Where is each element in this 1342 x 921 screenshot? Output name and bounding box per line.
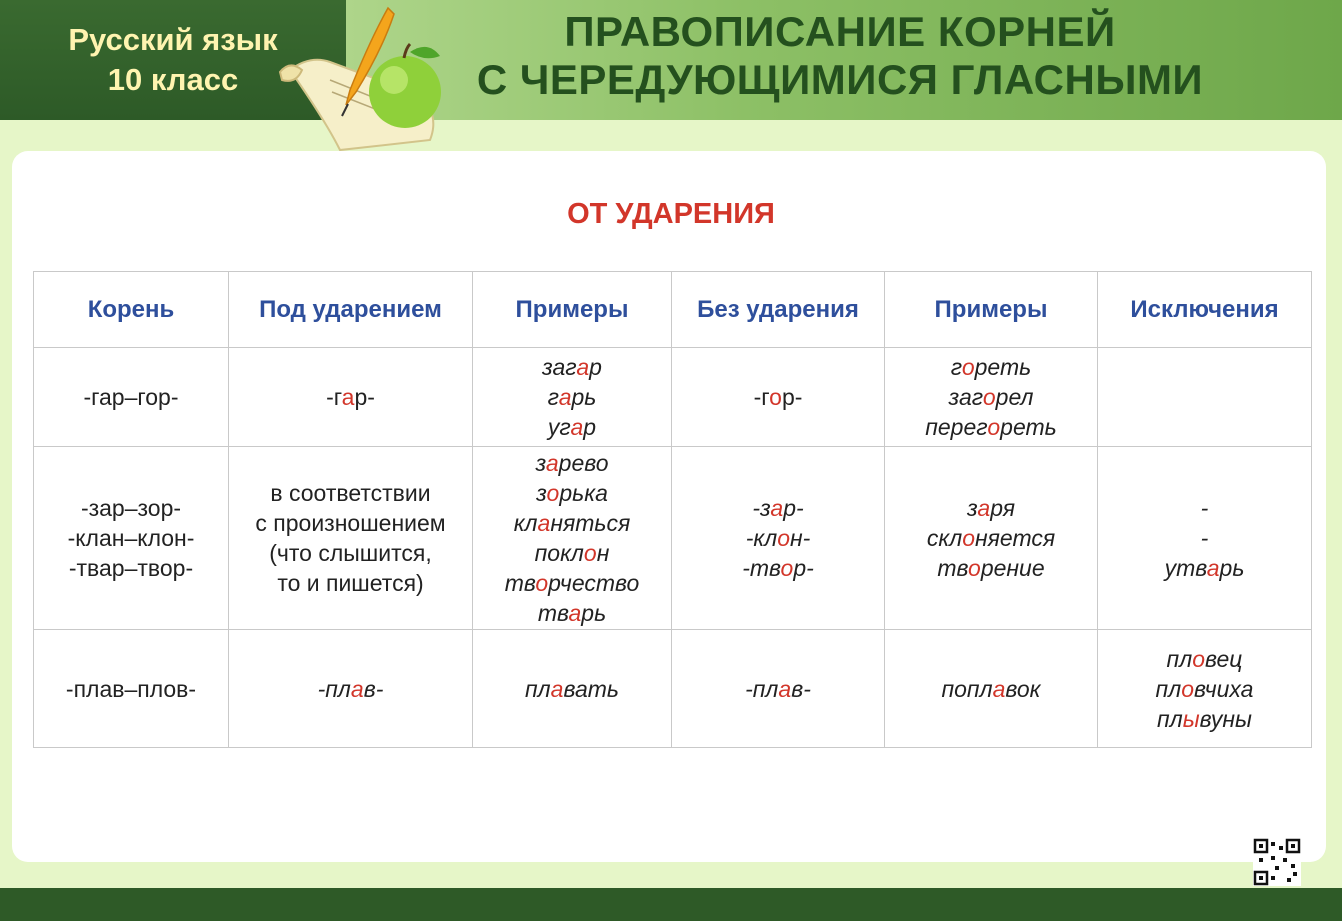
- word-part: р-: [781, 384, 803, 410]
- word-part: рька: [559, 480, 608, 506]
- cell-examples-unstressed: [885, 447, 1098, 630]
- vowel-highlight: о: [982, 384, 996, 410]
- word-part: з: [966, 495, 978, 521]
- word-part: пл: [1166, 645, 1193, 672]
- vowel-highlight: а: [570, 414, 584, 440]
- cell-line: [1098, 644, 1311, 674]
- cell-line: [473, 478, 671, 508]
- vowel-highlight: ы: [1182, 705, 1200, 732]
- word-part: (что слышится,: [269, 540, 432, 566]
- word-part: рение: [980, 555, 1045, 581]
- header: [0, 0, 1342, 120]
- word-part: в-: [363, 675, 384, 702]
- vowel-highlight: а: [550, 675, 564, 702]
- word-part: пл: [1155, 675, 1182, 702]
- vowel-highlight: о: [1192, 645, 1205, 672]
- cell-examples-stressed: [473, 447, 672, 630]
- vowel-highlight: а: [568, 600, 582, 626]
- vowel-highlight: о: [583, 540, 597, 566]
- word-part: -кл: [745, 525, 778, 551]
- cell-line: [229, 382, 472, 412]
- word-part: -тв: [742, 555, 781, 581]
- word-part: реть: [974, 354, 1032, 380]
- vowel-highlight: а: [558, 384, 572, 410]
- word-part: -г: [753, 384, 770, 410]
- word-part: -г: [326, 384, 342, 410]
- vowel-highlight: а: [977, 495, 991, 521]
- vowel-highlight: а: [341, 384, 355, 410]
- cell-line: [473, 598, 671, 628]
- cell-line: [885, 412, 1097, 442]
- header-stressed: Под ударением: [229, 272, 473, 348]
- word-part: вчиха: [1193, 675, 1254, 702]
- vowel-highlight: о: [777, 525, 790, 551]
- title-line-2: С ЧЕРЕДУЮЩИМИСЯ ГЛАСНЫМИ: [476, 56, 1204, 103]
- vowel-highlight: а: [576, 354, 590, 380]
- table-row: [34, 348, 1312, 447]
- cell-line: [473, 538, 671, 568]
- cell-examples-stressed: [473, 630, 672, 748]
- header-unstressed: Без ударения: [672, 272, 885, 348]
- grade-label: 10 класс: [107, 62, 239, 97]
- word-part: н-: [789, 525, 811, 551]
- vowel-highlight: а: [350, 675, 364, 702]
- word-part: р-: [354, 384, 375, 410]
- word-part: пл: [525, 675, 551, 702]
- cell-line: [473, 448, 671, 478]
- cell-line: -зар–зор-: [80, 495, 182, 521]
- cell-root: [34, 348, 229, 447]
- vowel-highlight: а: [537, 510, 551, 536]
- cell-root: [34, 630, 229, 748]
- vowel-highlight: о: [780, 555, 794, 581]
- cell-stressed: [229, 447, 473, 630]
- footer-bar: [0, 888, 1342, 921]
- word-part: -пл: [745, 675, 779, 702]
- vowel-highlight: о: [968, 555, 981, 581]
- cell-line: [473, 508, 671, 538]
- word-part: покл: [534, 540, 584, 566]
- title-line-1: ПРАВОПИСАНИЕ КОРНЕЙ: [564, 8, 1116, 55]
- cell-line: [672, 674, 884, 704]
- table-body: [34, 348, 1312, 748]
- vowel-highlight: о: [1181, 675, 1194, 702]
- word-part: р-: [783, 495, 804, 521]
- word-part: рел: [995, 384, 1034, 410]
- section-title: ОТ УДАРЕНИЯ: [567, 198, 775, 230]
- word-part: тв: [537, 600, 569, 626]
- cell-line: -плав–плов-: [65, 675, 197, 702]
- cell-examples-stressed: [473, 348, 672, 447]
- word-part: вуны: [1199, 705, 1252, 732]
- cell-line: [229, 568, 472, 598]
- word-part: перег: [925, 414, 988, 440]
- word-part: рь: [1219, 555, 1245, 581]
- word-part: тв: [937, 555, 969, 581]
- word-part: утв: [1164, 555, 1207, 581]
- cell-line: [229, 674, 472, 704]
- vowel-highlight: а: [545, 450, 559, 476]
- page-title: [430, 8, 1250, 104]
- word-part: вок: [1005, 675, 1041, 702]
- word-part: -пл: [317, 675, 351, 702]
- word-part: рево: [558, 450, 609, 476]
- cell-examples-unstressed: [885, 630, 1098, 748]
- cell-exceptions: [1098, 630, 1312, 748]
- word-part: скл: [926, 525, 963, 551]
- cell-line: [672, 382, 884, 412]
- word-part: р: [583, 414, 597, 440]
- cell-line: [885, 493, 1097, 523]
- word-part: вец: [1204, 645, 1243, 672]
- cell-line: [473, 568, 671, 598]
- word-part: кл: [513, 510, 538, 536]
- vowel-highlight: о: [769, 384, 782, 410]
- vowel-highlight: о: [546, 480, 560, 506]
- cell-line: [1098, 704, 1311, 734]
- word-part: -: [1200, 495, 1209, 521]
- cell-line: [885, 523, 1097, 553]
- cell-examples-unstressed: [885, 348, 1098, 447]
- cell-line: [229, 508, 472, 538]
- word-part: уг: [547, 414, 571, 440]
- word-part: заг: [542, 354, 577, 380]
- word-part: рь: [581, 600, 607, 626]
- vowel-highlight: о: [987, 414, 1001, 440]
- cell-line: [473, 352, 671, 382]
- word-part: -з: [752, 495, 771, 521]
- word-part: пл: [1157, 705, 1183, 732]
- table-row: [34, 447, 1312, 630]
- subject-label: Русский язык: [68, 22, 278, 57]
- cell-line: [473, 382, 671, 412]
- word-part: няется: [974, 525, 1056, 551]
- cell-line: [1098, 523, 1311, 553]
- cell-line: [473, 412, 671, 442]
- cell-line: [672, 553, 884, 583]
- rules-table: [33, 271, 1312, 748]
- table-header-row: [34, 272, 1312, 348]
- cell-line: [229, 538, 472, 568]
- cell-line: [885, 352, 1097, 382]
- cell-line: [672, 493, 884, 523]
- cell-root: [34, 447, 229, 630]
- vowel-highlight: а: [1206, 555, 1220, 581]
- cell-stressed: [229, 630, 473, 748]
- word-part: то и пишется): [277, 570, 424, 596]
- word-part: н: [596, 540, 610, 566]
- cell-line: [885, 382, 1097, 412]
- cell-line: -гар–гор-: [83, 384, 179, 410]
- word-part: с произношением: [255, 510, 446, 536]
- header-examples-unstressed: Примеры: [885, 272, 1098, 348]
- word-part: няться: [550, 510, 631, 536]
- cell-line: [672, 523, 884, 553]
- vowel-highlight: а: [778, 675, 792, 702]
- word-part: заг: [948, 384, 983, 410]
- word-part: попл: [941, 675, 993, 702]
- word-part: р-: [793, 555, 814, 581]
- cell-unstressed: [672, 630, 885, 748]
- cell-unstressed: [672, 447, 885, 630]
- vowel-highlight: а: [992, 675, 1006, 702]
- word-part: в-: [791, 675, 811, 702]
- cell-line: [1098, 553, 1311, 583]
- word-part: рь: [571, 384, 597, 410]
- header-root: Корень: [34, 272, 229, 348]
- vowel-highlight: о: [962, 525, 975, 551]
- word-part: з: [535, 450, 546, 476]
- cell-line: [473, 674, 671, 704]
- word-part: р: [589, 354, 602, 380]
- cell-unstressed: [672, 348, 885, 447]
- apple-quill-scroll-icon: [270, 0, 460, 160]
- word-part: з: [536, 480, 547, 506]
- vowel-highlight: а: [770, 495, 784, 521]
- word-part: -: [1200, 525, 1209, 551]
- qr-code-icon: [1253, 838, 1301, 886]
- word-part: реть: [1000, 414, 1057, 440]
- cell-exceptions: [1098, 447, 1312, 630]
- vowel-highlight: о: [961, 354, 975, 380]
- cell-line: [885, 553, 1097, 583]
- cell-stressed: [229, 348, 473, 447]
- cell-exceptions: [1098, 348, 1312, 447]
- table-row: [34, 630, 1312, 748]
- word-part: рчество: [548, 570, 640, 596]
- cell-line: [229, 478, 472, 508]
- word-part: в соответствии: [270, 480, 431, 506]
- cell-line: -клан–клон-: [67, 525, 195, 551]
- cell-line: -твар–твор-: [68, 555, 194, 581]
- header-examples-stressed: Примеры: [473, 272, 672, 348]
- word-part: тв: [504, 570, 536, 596]
- word-part: г: [547, 384, 559, 410]
- vowel-highlight: о: [535, 570, 549, 596]
- header-exceptions: Исключения: [1098, 272, 1312, 348]
- word-part: вать: [563, 675, 619, 702]
- cell-line: [1098, 674, 1311, 704]
- cell-line: [1098, 493, 1311, 523]
- word-part: ря: [990, 495, 1016, 521]
- word-part: г: [950, 354, 962, 380]
- cell-line: [885, 674, 1097, 704]
